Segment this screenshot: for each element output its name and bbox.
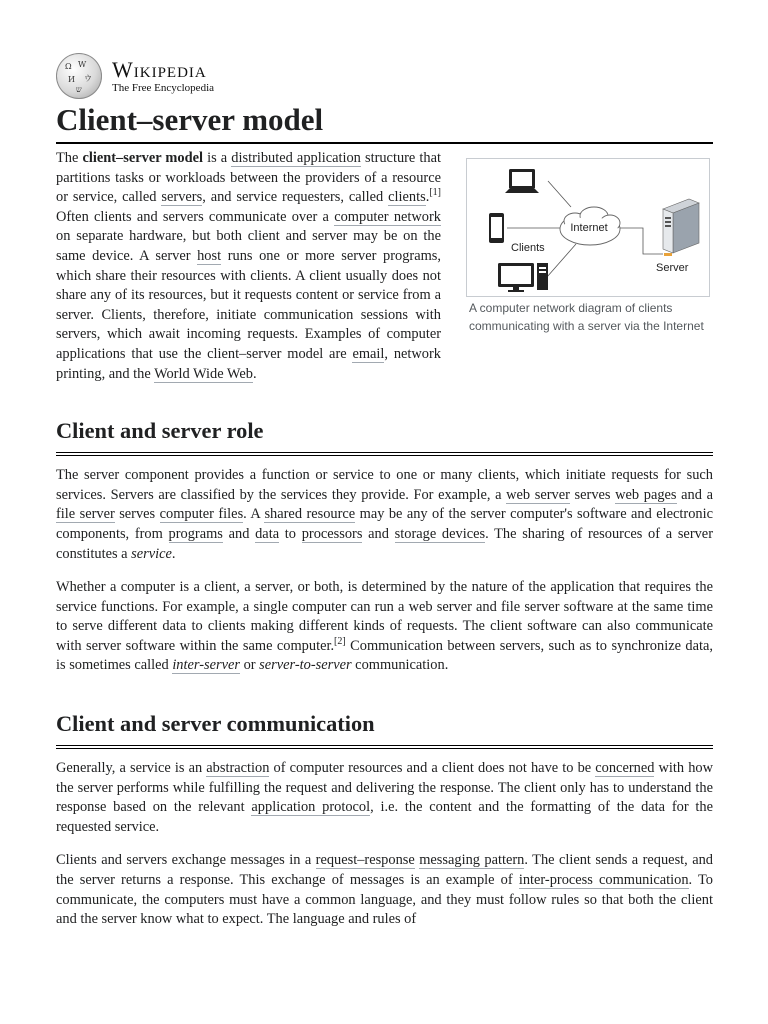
role-paragraph-2 bbox=[56, 578, 713, 676]
page-title: Client–server model bbox=[56, 102, 713, 144]
text: The server component provides a function or service to one or many clients, which initiate requests for such services. Servers are classified by the services they provide. For example, a bbox=[56, 467, 713, 503]
clients-label: Clients bbox=[511, 242, 545, 254]
link-messaging-pattern[interactable]: messaging pattern bbox=[419, 852, 525, 869]
site-title: Wikipedia bbox=[112, 56, 207, 82]
text: with how the server performs while fulfilling the request and delivering the response. The client only has to understand the response based on the relevant bbox=[56, 760, 713, 816]
italic-server-to-server: server-to-server bbox=[259, 657, 352, 674]
text: and bbox=[222, 525, 256, 542]
bold-term: client–server model bbox=[82, 150, 203, 166]
internet-label: Internet bbox=[570, 222, 608, 234]
link-programs[interactable]: programs bbox=[168, 525, 223, 542]
site-subtitle: The Free Encyclopedia bbox=[112, 81, 215, 94]
text: Whether a computer is a client, a server, or both, is determined by the nature of the application that requires the service functions. For example, a single computer can run a web server and file server software at the same time to serve different data to clients making different kinds of requests. The client software can also communicate with server software within the same computer. bbox=[56, 579, 713, 654]
link-computer-files[interactable]: computer files bbox=[159, 506, 244, 523]
link-storage-devices[interactable]: storage devices bbox=[394, 525, 486, 542]
link-line-laptop bbox=[548, 181, 571, 207]
text: serves bbox=[569, 486, 616, 503]
ref-link-2[interactable]: [2] bbox=[334, 636, 346, 648]
text: Often clients and servers communicate over a bbox=[56, 208, 335, 225]
link-clients[interactable]: clients bbox=[388, 189, 426, 206]
communication-paragraph-2 bbox=[56, 851, 713, 929]
wikipedia-globe-icon: Ω W И ウ ש bbox=[56, 53, 102, 99]
text: . The client sends a request, and the server returns a response. This exchange of messages is an example of bbox=[56, 852, 713, 889]
phone-icon bbox=[489, 213, 504, 243]
role-paragraph-1 bbox=[56, 466, 713, 564]
link-world-wide-web[interactable]: World Wide Web bbox=[154, 365, 253, 382]
text: . To communicate, the computers must have a common language, and they must follow rules so that both the client and the server know what to expect. The language and rules of bbox=[56, 872, 713, 928]
text: structure that partitions tasks or workloads between the providers of a resource or service, called bbox=[56, 150, 441, 206]
text: . A bbox=[243, 506, 265, 523]
site-brand[interactable] bbox=[56, 54, 713, 98]
text: . bbox=[425, 189, 430, 206]
heading-client-server-role: Client and server role bbox=[56, 417, 713, 456]
text: communication. bbox=[351, 657, 449, 674]
link-servers[interactable]: servers bbox=[161, 189, 203, 206]
article-page bbox=[56, 54, 713, 930]
text: . The sharing of resources of a server constitutes a bbox=[56, 525, 713, 562]
text: . bbox=[252, 365, 257, 382]
link-shared-resource[interactable]: shared resource bbox=[264, 506, 356, 523]
link-processors[interactable]: processors bbox=[301, 525, 363, 542]
link-email[interactable]: email bbox=[352, 345, 385, 362]
link-file-server[interactable]: file server bbox=[56, 506, 115, 523]
lead-paragraph bbox=[56, 149, 441, 384]
heading-client-server-communication: Client and server communication bbox=[56, 710, 713, 749]
text: and bbox=[362, 525, 395, 542]
lead-section bbox=[56, 149, 713, 384]
link-inter-process-communication[interactable]: inter-process communication bbox=[518, 872, 689, 889]
text: . bbox=[171, 545, 176, 562]
link-distributed-application[interactable]: distributed application bbox=[231, 150, 361, 166]
link-line-desktop bbox=[547, 244, 576, 277]
network-diagram bbox=[467, 159, 709, 296]
laptop-icon bbox=[505, 169, 539, 193]
link-application-protocol[interactable]: application protocol bbox=[251, 799, 371, 816]
link-host[interactable]: host bbox=[197, 247, 222, 264]
link-concerned[interactable]: concerned bbox=[595, 760, 655, 777]
text: , and service requesters, called bbox=[202, 189, 389, 206]
text: is a bbox=[203, 150, 232, 166]
server-label: Server bbox=[656, 262, 689, 274]
text: , i.e. the content and the formatting of the data for the requested service. bbox=[56, 799, 714, 835]
text: serves bbox=[114, 506, 160, 523]
text: , network printing, and the bbox=[56, 345, 441, 382]
link-abstraction[interactable]: abstraction bbox=[206, 760, 270, 777]
link-inter-server[interactable]: inter-server bbox=[172, 657, 240, 674]
text: Generally, a service is an bbox=[56, 760, 207, 777]
text: and a bbox=[676, 486, 713, 503]
link-web-server[interactable]: web server bbox=[506, 486, 570, 503]
communication-paragraph-1 bbox=[56, 759, 713, 837]
text: Clients and servers exchange messages in a bbox=[56, 852, 316, 869]
text: to bbox=[279, 525, 302, 542]
network-diagram-image[interactable] bbox=[466, 158, 710, 297]
wordmark bbox=[112, 56, 215, 94]
desktop-computer-icon bbox=[498, 263, 548, 292]
ref-link-1[interactable]: [1] bbox=[429, 187, 441, 199]
text: or bbox=[239, 657, 260, 674]
text: may be any of the server computer's software and electronic components, from bbox=[56, 506, 713, 542]
link-web-pages[interactable]: web pages bbox=[615, 486, 677, 503]
text: The bbox=[56, 150, 83, 166]
figure-caption: A computer network diagram of clients communicating with a server via the Internet bbox=[469, 301, 704, 333]
server-tower-icon bbox=[663, 199, 699, 256]
text: of computer resources and a client does not have to be bbox=[269, 760, 596, 777]
text: on separate hardware, but both client and server may be on the same device. A server bbox=[56, 228, 441, 264]
text: Communication between servers, such as to synchronize data, is sometimes called bbox=[56, 637, 713, 674]
italic-service: service bbox=[131, 545, 172, 562]
link-request-response[interactable]: request–response bbox=[315, 852, 415, 869]
reference-1[interactable] bbox=[429, 187, 441, 198]
figure-thumbnail bbox=[466, 158, 710, 335]
reference-2[interactable] bbox=[334, 636, 346, 647]
text: runs one or more server programs, which share their resources with clients. A client usually does not share any of its resources, but it requests content or service from a server. Clients, therefore, initiate communication sessions with servers, which await incoming requests. Examples of computer applications that use the client–server model are bbox=[56, 247, 441, 362]
link-computer-network[interactable]: computer network bbox=[334, 208, 441, 225]
link-line-server bbox=[619, 228, 663, 254]
link-data[interactable]: data bbox=[255, 525, 280, 542]
